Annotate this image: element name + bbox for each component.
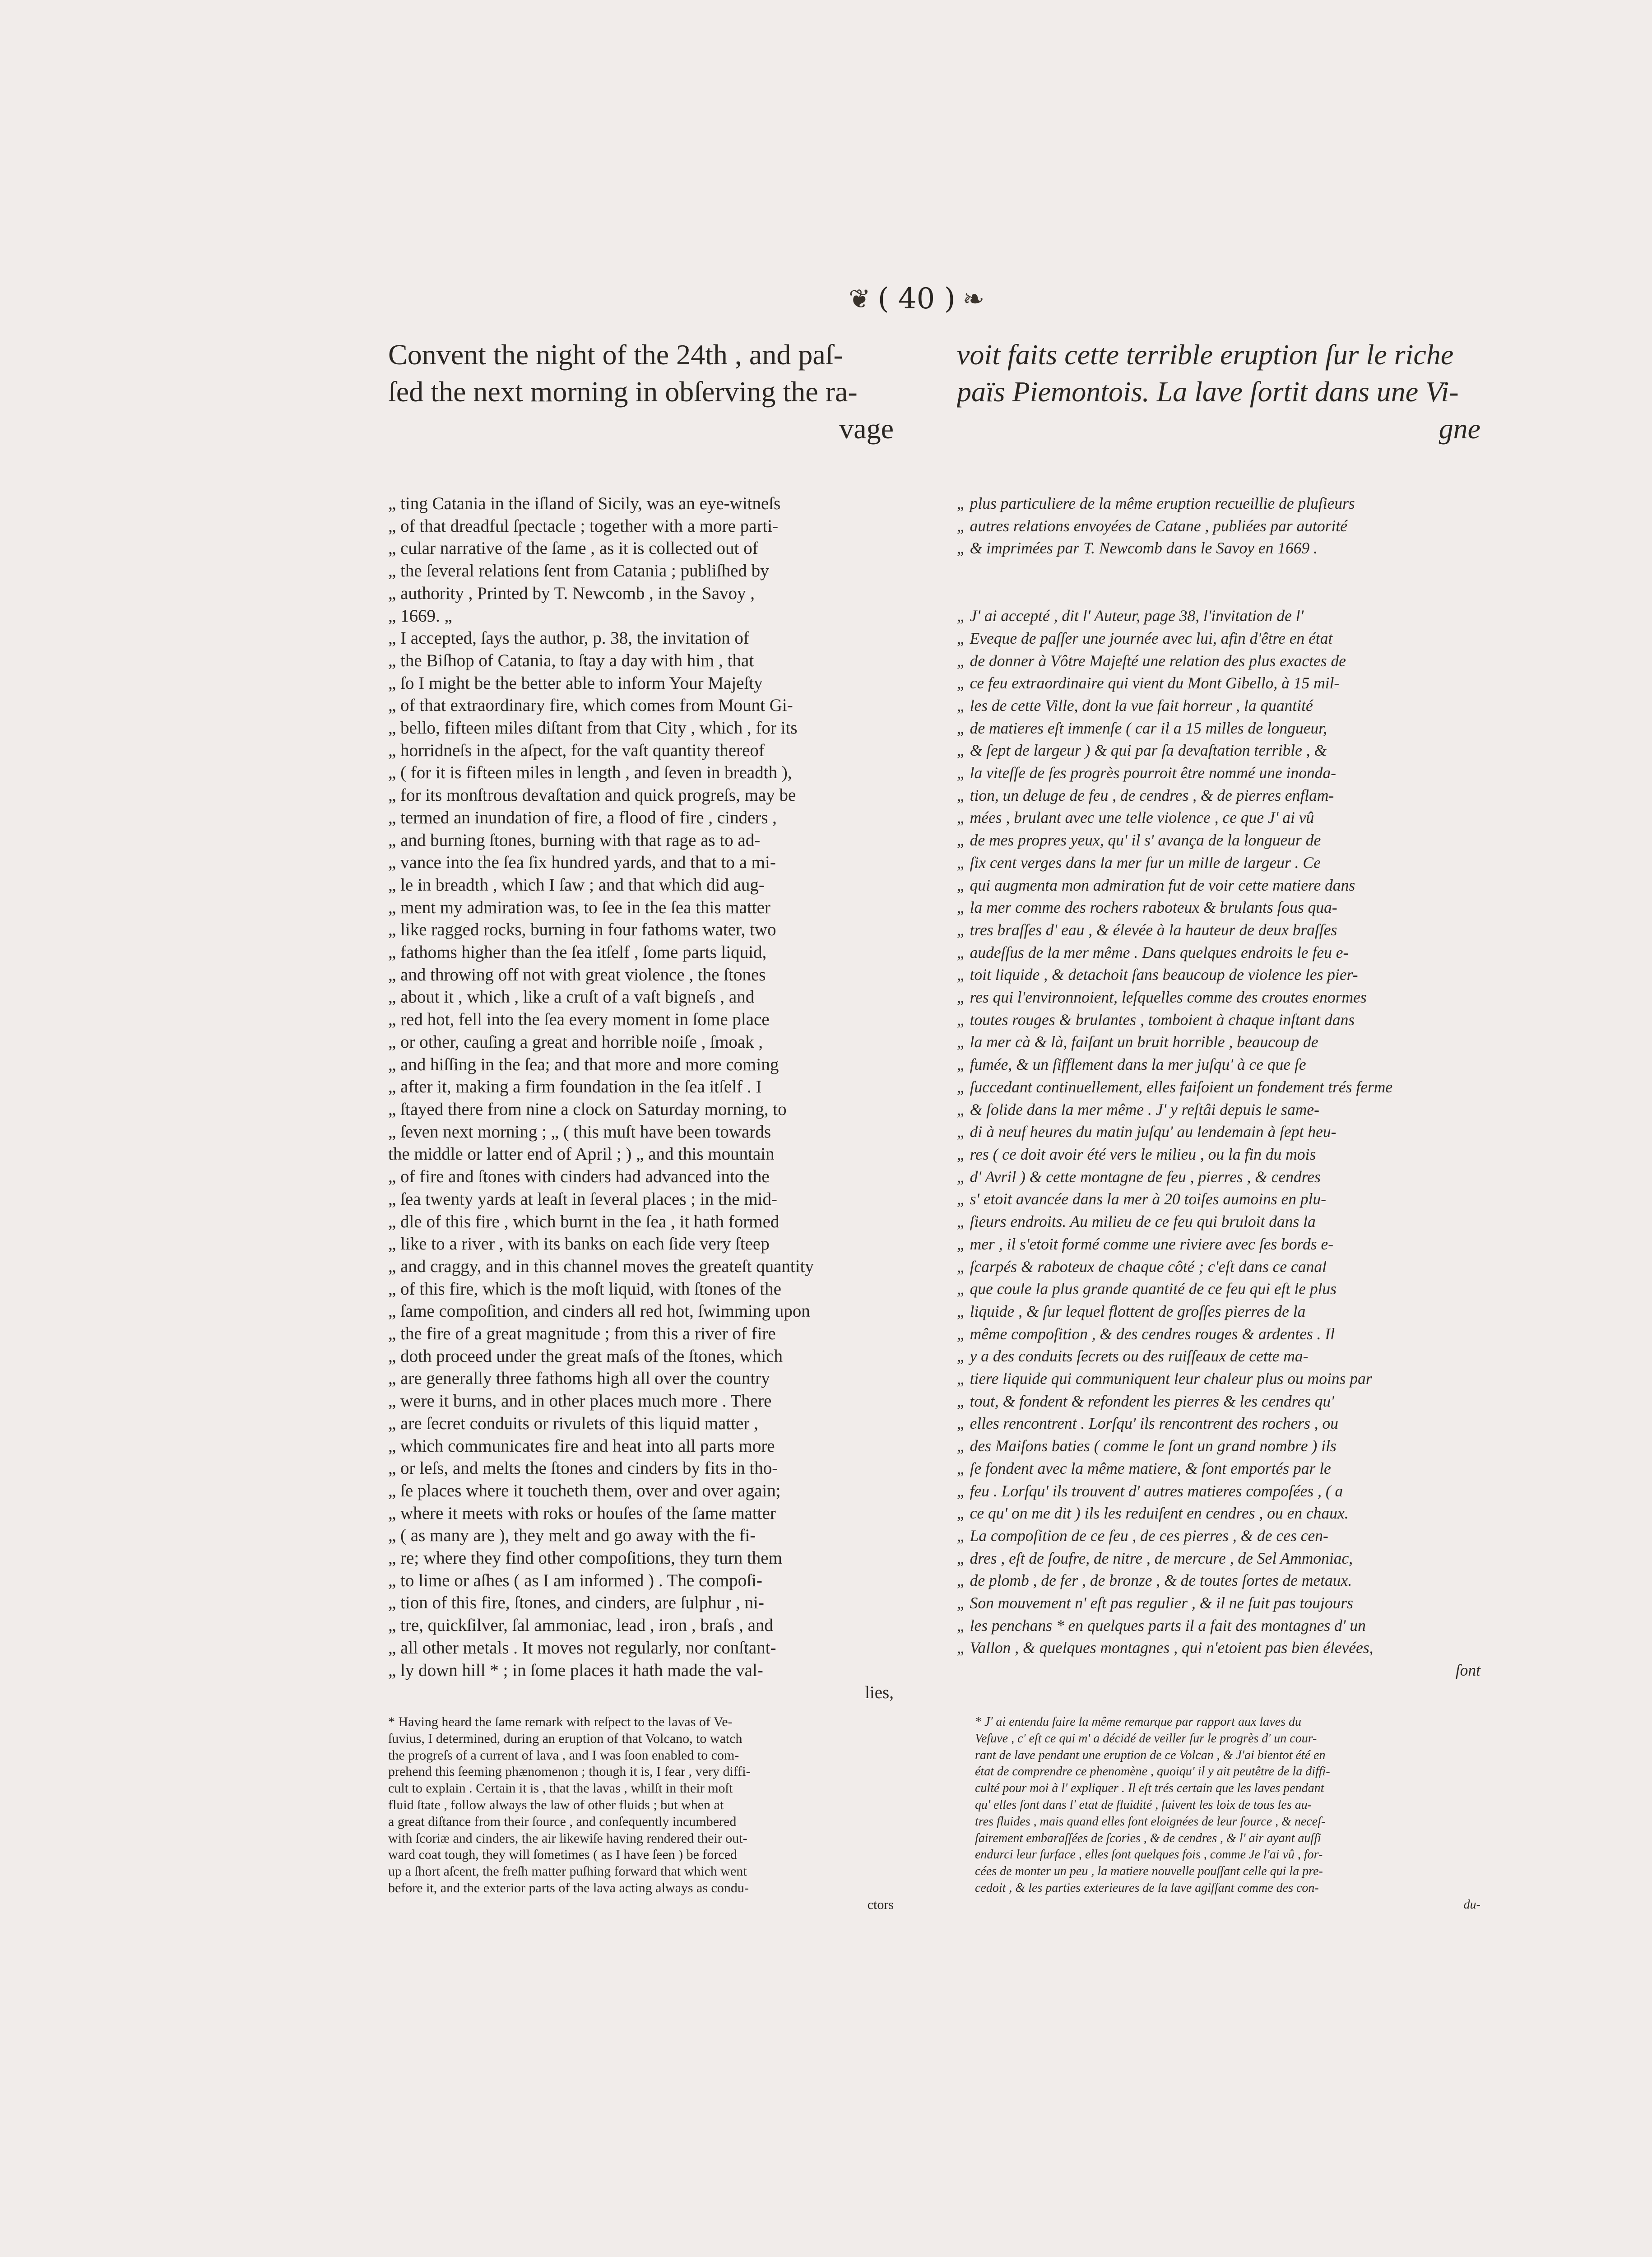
english-body-line: „ the fire of a great magnitude ; from this a river of fire [388,1324,776,1344]
english-body-line: „ of that dreadful ſpectacle ; together with a more parti- [388,516,779,536]
english-body-line: „ the Biſhop of Catania, to ſtay a day with him , that [388,650,754,670]
french-body-line: „ que coule la plus grande quantité de ce feu qui eſt le plus [957,1280,1336,1298]
french-footnote-line: cedoit , & les parties exterieures de la lave agiſſant comme des con- [975,1881,1319,1895]
english-footnote-line: fluid ſtate , follow always the law of other fluids ; but when at [388,1797,724,1812]
french-body-line: „ elles rencontrent . Lorſqu' ils rencontrent des rochers , ou [957,1414,1339,1433]
french-body-line: „ de donner à Vôtre Majeſté une relation des plus exactes de [957,651,1346,670]
french-body-line: „ tiere liquide qui communiquent leur chaleur plus ou moins par [957,1370,1372,1388]
french-body-line: „ toit liquide , & detachoit ſans beaucoup de violence les pier- [957,966,1358,984]
french-column [957,336,1480,1682]
french-heading-line: gne [1439,413,1480,445]
french-footnote-line: état de comprendre ce phenomène , quoiqu' il y ait peutêtre de la diffi- [975,1765,1330,1779]
english-body-line: „ ſtayed there from nine a clock on Saturday morning, to [388,1099,787,1119]
english-column [388,336,894,1704]
french-body-line: „ La compoſition de ce feu , de ces pierres , & de ces cen- [957,1526,1328,1545]
english-body-line: „ ſea twenty yards at leaſt in ſeveral places ; in the mid- [388,1189,777,1209]
english-body-line: „ are ſecret conduits or rivulets of this liquid matter , [388,1413,758,1433]
english-body-line: „ ſe places where it toucheth them, over and over again; [388,1481,781,1500]
english-footnote-line: ward coat tough, they will ſometimes ( as I have ſeen ) be forced [388,1847,738,1862]
english-body-line: „ I accepted, ſays the author, p. 38, the invitation of [388,628,749,648]
french-body-line: „ tres braſſes d' eau , & élevée à la hauteur de deux braſſes [957,920,1337,939]
english-body-line: „ ( as many are ), they melt and go away with the fi- [388,1526,756,1546]
french-intro-line: „ & imprimées par T. Newcomb dans le Savoy en 1669 . [957,539,1318,557]
english-footnote-line: * Having heard the ſame remark with reſpect to the lavas of Ve- [388,1714,733,1729]
english-body-line: „ for its monſtrous devaſtation and quick progreſs, may be [388,785,796,805]
french-body-line: „ Vallon , & quelques montagnes , qui n'etoient pas bien élevées, [957,1639,1374,1657]
french-body-line: „ res qui l'environnoient, leſquelles comme des croutes enormes [957,988,1367,1007]
french-footnote-line: * J' ai entendu faire la même remarque par rapport aux laves du [975,1715,1301,1729]
french-body-line: „ les penchans * en quelques parts il a fait des montagnes d' un [957,1616,1366,1635]
english-body-line: „ ment my admiration was, to ſee in the ſea this matter [388,897,770,917]
french-body-line: „ audeſſus de la mer même . Dans quelques endroits le feu e- [957,943,1349,961]
english-footnote-line: up a ſhort aſcent, the freſh matter puſhing forward that which went [388,1864,747,1879]
english-body-line: „ all other metals . It moves not regularly, nor conſtant- [388,1638,776,1658]
french-body-line: „ toutes rouges & brulantes , tomboient à chaque inſtant dans [957,1010,1355,1029]
french-body-line: „ tout, & fondent & refondent les pierres & les cendres qu' [957,1392,1334,1410]
french-body-line: „ di à neuf heures du matin juſqu' au lendemain à ſept heu- [957,1123,1336,1141]
left-ornament-icon: ❦ [849,283,871,314]
french-footnote-line: endurci leur ſurface , elles ſont quelques fois , comme Je l'ai vû , for- [975,1848,1323,1862]
french-catchword: ſont [1455,1661,1480,1680]
french-body-line: „ & ſolide dans la mer même . J' y reſtâi depuis le same- [957,1100,1319,1119]
page-number: ( 40 ) [877,282,956,316]
english-body-line: „ tion of this fire, ſtones, and cinders, are ſulphur , ni- [388,1593,764,1613]
english-body-line: „ doth proceed under the great maſs of the ſtones, which [388,1346,783,1366]
english-catchword: lies, [865,1683,894,1703]
french-body-line: „ Son mouvement n' eſt pas regulier , & il ne ſuit pas toujours [957,1594,1353,1612]
english-body-line: „ authority , Printed by T. Newcomb , in the Savoy , [388,583,755,603]
french-body-line: „ ſuccedant continuellement, elles faiſoient un fondement trés ferme [957,1077,1393,1096]
french-body-line: „ ce qu' on me dit ) ils les reduiſent en cendres , ou en chaux. [957,1504,1349,1523]
french-body-line: „ la mer cà & là, faiſant un bruit horrible , beaucoup de [957,1033,1318,1051]
english-body-line: „ and craggy, and in this channel moves the greateſt quantity [388,1256,814,1276]
french-body-line: „ la viteſſe de ſes progrès pourroit être nommé une inonda- [957,764,1336,782]
english-footnote-line: a great diſtance from their ſource , and conſequently incumbered [388,1814,737,1829]
english-body-line: „ bello, fifteen miles diſtant from that City , which , for its [388,718,798,738]
english-heading [388,336,894,447]
french-body-line: „ & ſept de largeur ) & qui par ſa devaſtation terrible , & [957,741,1327,760]
english-body-line: „ ly down hill * ; in ſome places it hath made the val- [388,1660,763,1680]
french-body [957,605,1480,1659]
french-footnote-catchword: du- [1463,1897,1480,1912]
french-body-line: „ tion, un deluge de feu , de cendres , & de pierres enflam- [957,786,1334,804]
french-heading-line: voit faits cette terrible eruption ſur le riche [957,339,1454,371]
french-body-line: „ la mer comme des rochers raboteux & brulants ſous qua- [957,898,1337,917]
english-body-line: „ were it burns, and in other places much more . There [388,1391,772,1411]
french-body-line: „ ſe fondent avec la même matiere, & ſont emportés par le [957,1459,1331,1477]
french-footnote-line: culté pour moi à l' expliquer . Il eſt trés certain que les laves pendant [975,1781,1324,1796]
french-body-line: „ feu . Lorſqu' ils trouvent d' autres matieres compoſées , ( a [957,1481,1343,1500]
english-heading-line: Convent the night of the 24th , and paſ- [388,339,843,371]
english-body-line: „ ſame compoſition, and cinders all red hot, ſwimming upon [388,1301,810,1321]
english-footnote-line: before it, and the exterior parts of the lava acting always as condu- [388,1880,749,1895]
french-body-line: „ J' ai accepté , dit l' Auteur, page 38, l'invitation de l' [957,607,1304,625]
english-body-line: „ termed an inundation of fire, a flood of fire , cinders , [388,808,777,827]
french-intro [957,492,1480,560]
french-body-line: „ des Maiſons baties ( comme le ſont un grand nombre ) ils [957,1437,1336,1455]
english-body-line: „ horridneſs in the aſpect, for the vaſt quantity thereof [388,740,765,760]
french-body-line: „ mées , brulant avec une telle violence , ce que J' ai vû [957,808,1314,827]
english-body-line: „ ( for it is fifteen miles in length , and ſeven in breadth ), [388,763,792,783]
french-intro-line: „ plus particuliere de la même eruption recueillie de pluſieurs [957,494,1355,512]
english-body-line: „ red hot, fell into the ſea every moment in ſome place [388,1010,770,1030]
english-body-line: „ the ſeveral relations ſent from Catania ; publiſhed by [388,561,769,581]
running-head [849,282,1020,316]
french-body-line: „ de matieres eſt immenſe ( car il a 15 milles de longueur, [957,719,1327,737]
english-body [388,492,894,1681]
english-footnote-line: with ſcoriæ and cinders, the air likewiſe having rendered their out- [388,1830,747,1846]
english-body-line: „ ting Catania in the iſland of Sicily, was an eye-witneſs [388,494,781,513]
english-footnote-line: the progreſs of a current of lava , and I was ſoon enabled to com- [388,1747,739,1763]
english-body-line: „ or other, cauſing a great and horrible noiſe , ſmoak , [388,1032,763,1052]
french-body-line: „ de plomb , de fer , de bronze , & de toutes ſortes de metaux. [957,1571,1352,1590]
english-heading-line: vage [839,413,894,445]
english-body-line: „ vance into the ſea ſix hundred yards, and that to a mi- [388,853,776,873]
english-body-line: „ 1669. „ [388,606,452,626]
french-heading [957,336,1480,447]
french-body-line: „ mer , il s'etoit formé comme une riviere avec ſes bords e- [957,1235,1334,1253]
english-body-line: „ and burning ſtones, burning with that rage as to ad- [388,830,761,850]
french-body-line: „ res ( ce doit avoir été vers le milieu , ou la fin du mois [957,1145,1316,1163]
french-body-line: „ liquide , & ſur lequel flottent de groſſes pierres de la [957,1302,1306,1320]
english-body-line: „ of this fire, which is the moſt liquid, with ſtones of the [388,1279,781,1299]
english-body-line: „ ſeven next morning ; „ ( this muſt have been towards [388,1122,771,1142]
french-body-line: „ y a des conduits ſecrets ou des ruiſſeaux de cette ma- [957,1347,1309,1365]
french-footnote-line: ſairement embaraſſées de ſcories , & de cendres , & l' air ayant auſſi [975,1831,1321,1845]
right-ornament-icon: ❧ [962,283,985,314]
english-body-line: „ and hiſſing in the ſea; and that more and more coming [388,1054,779,1074]
english-body-line: „ le in breadth , which I ſaw ; and that which did aug- [388,875,765,895]
english-footnote-line: ſuvius, I determined, during an eruption of that Volcano, to watch [388,1731,742,1746]
english-footnote-line: prehend this ſeeming phænomenon ; though it is, I fear , very diffi- [388,1764,751,1779]
french-footnote-line: rant de lave pendant une eruption de ce Volcan , & J'ai bientot été en [975,1748,1326,1762]
english-body-line: „ ſo I might be the better able to inform Your Majeſty [388,673,763,693]
french-footnote [975,1714,1480,1913]
english-body-line: „ about it , which , like a cruſt of a vaſt bigneſs , and [388,987,755,1007]
english-footnote-catchword: ctors [867,1897,894,1912]
french-body-line: „ ſix cent verges dans la mer ſur un mille de largeur . Ce [957,853,1321,872]
english-body-line: „ which communicates fire and heat into all parts more [388,1436,775,1456]
french-body-line: „ de mes propres yeux, qu' il s' avança de la longueur de [957,831,1321,850]
french-body-line: „ fumée, & un ſifflement dans la mer juſqu' à ce que ſe [957,1055,1306,1074]
english-body-line: „ like ragged rocks, burning in four fathoms water, two [388,920,776,940]
english-body-line: „ are generally three fathoms high all over the country [388,1369,770,1389]
english-body-line: „ dle of this fire , which burnt in the ſea , it hath formed [388,1212,780,1231]
french-footnote-line: cées de monter un peu , la matiere nouvelle pouſſant celle qui la pre- [975,1864,1323,1879]
english-body-line: „ re; where they find other compoſitions, they turn them [388,1548,782,1568]
french-body-line: „ d' Avril ) & cette montagne de feu , pierres , & cendres [957,1167,1321,1186]
french-body-line: „ les de cette Ville, dont la vue fait horreur , la quantité [957,696,1313,715]
french-body-line: „ Eveque de paſſer une journée avec lui, afin d'être en état [957,629,1333,647]
english-footnote-line: cult to explain . Certain it is , that the lavas , whilſt in their moſt [388,1781,733,1796]
french-footnote-line: tres fluides , mais quand elles ſont eloignées de leur ſource , & neceſ- [975,1814,1326,1829]
french-body-line: „ ſieurs endroits. Au milieu de ce feu qui bruloit dans la [957,1212,1316,1231]
english-body-line: „ after it, making a firm foundation in the ſea itſelf . I [388,1077,762,1097]
french-body-line: „ qui augmenta mon admiration fut de voir cette matiere dans [957,876,1355,894]
english-body-line: „ cular narrative of the ſame , as it is collected out of [388,539,758,558]
english-body-line: „ of that extraordinary fire, which comes from Mount Gi- [388,696,793,715]
english-body-line: „ where it meets with roks or houſes of the ſame matter [388,1503,776,1523]
french-intro-line: „ autres relations envoyées de Catane , publiées par autorité [957,516,1348,535]
english-footnote [388,1714,894,1913]
french-footnote-line: qu' elles ſont dans l' etat de fluidité , ſuivent les loix de tous les au- [975,1797,1312,1812]
french-body-line: „ dres , eſt de ſoufre, de nitre , de mercure , de Sel Ammoniac, [957,1549,1353,1567]
english-body-line: „ to lime or aſhes ( as I am informed ) . The compoſi- [388,1570,762,1590]
french-body-line: „ s' etoit avancée dans la mer à 20 toiſes aumoins en plu- [957,1190,1327,1208]
english-body-line: „ or leſs, and melts the ſtones and cinders by fits in tho- [388,1458,778,1478]
english-body-line: „ fathoms higher than the ſea itſelf , ſome parts liquid, [388,943,767,962]
french-footnote-line: Veſuve , c' eſt ce qui m' a décidé de veiller ſur le progrès d' un cour- [975,1731,1317,1746]
french-body-line: „ même compoſition , & des cendres rouges & ardentes . Il [957,1324,1335,1343]
english-body-line: „ of fire and ſtones with cinders had advanced into the [388,1167,770,1187]
french-body-line: „ ſcarpés & raboteux de chaque côté ; c'eſt dans ce canal [957,1257,1327,1276]
english-heading-line: ſed the next morning in obſerving the ra- [388,376,858,408]
french-body-line: „ ce feu extraordinaire qui vient du Mont Gibello, à 15 mil- [957,674,1340,692]
french-heading-line: païs Piemontois. La lave ſortit dans une Vi- [957,376,1459,408]
english-body-line: the middle or latter end of April ; ) „ and this mountain [388,1144,775,1164]
english-body-line: „ like to a river , with its banks on each ſide very ſteep [388,1234,770,1254]
english-body-line: „ and throwing off not with great violence , the ſtones [388,965,766,985]
english-body-line: „ tre, quickſilver, ſal ammoniac, lead , iron , braſs , and [388,1616,773,1635]
